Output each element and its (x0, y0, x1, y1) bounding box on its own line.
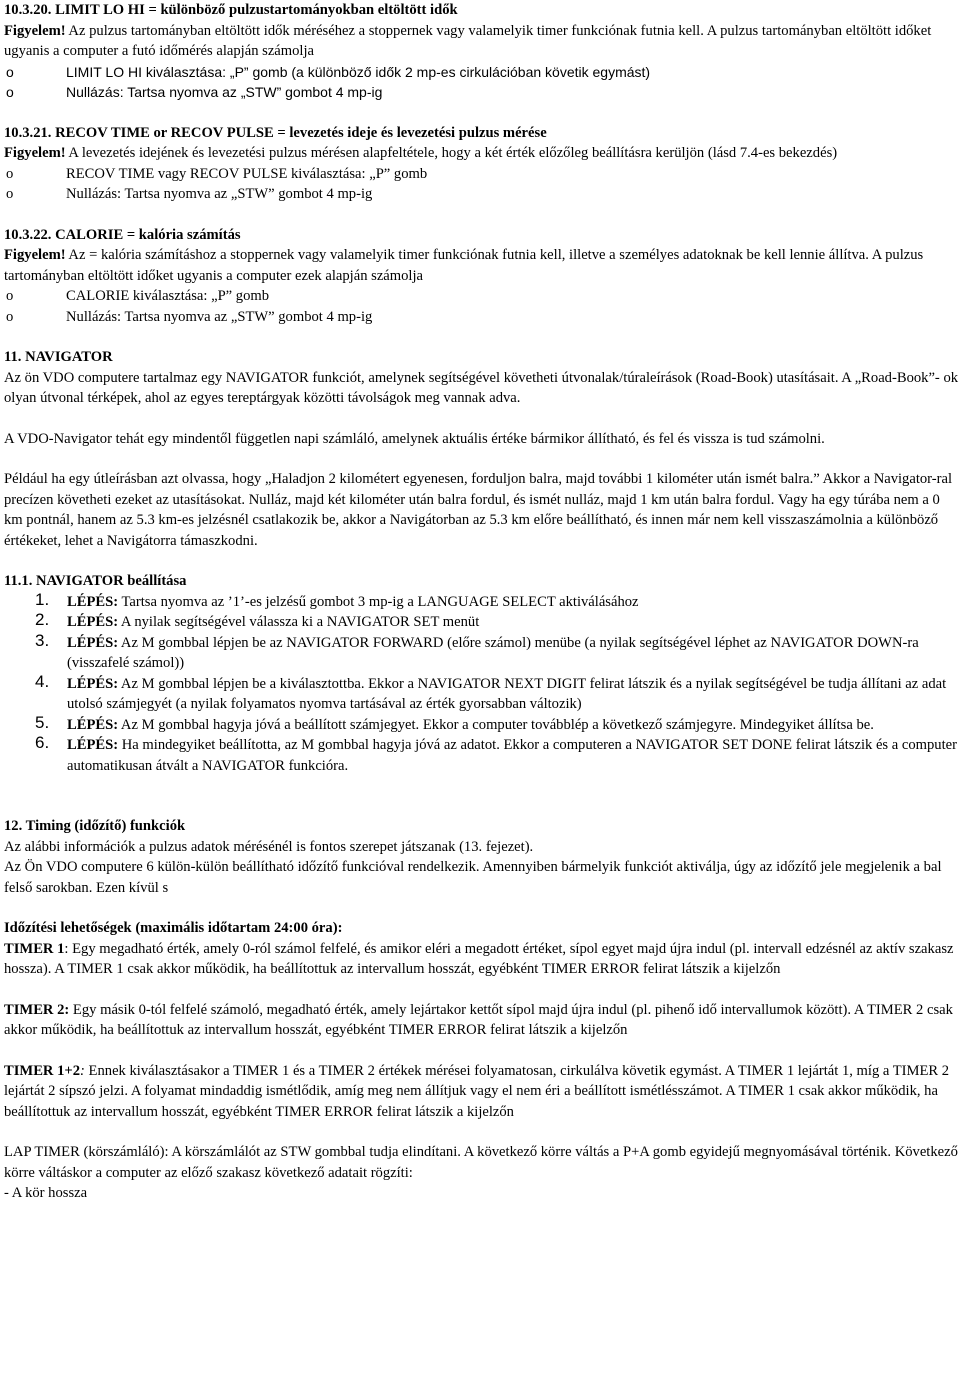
section-paragraph: Például ha egy útleírásban azt olvassa, hogy „Haladjon 2 kilométert egyenesen, forduljon balra, majd további 1 kilométer után ismét balra.” Akkor a Navigator-ral precízen követheti ezeket az utasításokat. Nulláz, majd két kilométer után balra fordul, és ismét nulláz, majd 1 km után balra fordul. Vagy ha egy túrába nem a 0 km pontnál, hanem az 5.3 km-es jelzésnél csatlakozik be, akkor a Navigátorban az 5.3 km előre beállítható, és innen már nem kell visszaszámolnia a különböző értékeket, lehet a Navigátorra támaszkodni. (4, 471, 953, 549)
section-heading-11-1: 11.1. NAVIGATOR beállítása (4, 573, 187, 589)
step-number: 6. (35, 733, 50, 752)
step-number: 4. (35, 671, 50, 691)
list-item: o RECOV TIME vagy RECOV PULSE kiválasztása: „P” gomb (4, 164, 960, 185)
section-paragraph: Figyelem! A levezetés idejének és levezetési pulzus mérésen alapfeltétele, hogy a két érték előzőleg beállításra kerüljön (lásd 7.4-es bekezdés) (4, 145, 838, 161)
section-paragraph: A VDO-Navigator tehát egy mindentől független napi számláló, amelynek aktuális értéke bármikor állítható, és fel és vissza is tud számolni. (4, 430, 825, 447)
bullet-marker: o (6, 63, 14, 80)
lap-item: - A kör hossza (4, 1185, 88, 1201)
section-paragraph: Az Ön VDO computere 6 külön-külön beállítható időzítő funkcióval rendelkezik. Amennyiben bármelyik funkciót aktiválja, úgy az időzítő jele megjelenik a bal felső sarokban. Ezen kívül s (4, 859, 942, 896)
section-paragraph: Az ön VDO computere tartalmaz egy NAVIGATOR funkciót, amelynek segítségével követheti útvonalak/túraleírások (Road-Book) utasításait. A „Road-Book”- ok olyan útvonal térképek, ahol az egyes tereptárgyak közötti távolságok meg vannak adva. (4, 369, 959, 406)
timer12-paragraph: TIMER 1+2: Ennek kiválasztásakor a TIMER 1 és a TIMER 2 értékek mérései folyamatosan, cirkulálva követik egymást. A TIMER 1 lejártát 1, míg a TIMER 2 lejártát 2 sípszó jelzi. A folyamat mindaddig ismétlődik, amíg meg nem állítjuk vagy el nem éri a beállított ismétlésszámot. A TIMER 1 csak akkor működik, ha beállítottuk az intervallum hosszát, egyébként TIMER ERROR felirat látszik a kijelzőn (4, 1062, 950, 1120)
list-item: o Nullázás: Tartsa nyomva az „STW” gombot 4 mp-ig (4, 184, 960, 205)
step-item: 2. LÉPÉS: A nyilak segítségével válassza ki a NAVIGATOR SET menüt (35, 610, 480, 630)
step-number: 3. (35, 630, 50, 650)
section-heading-10-3-20: 10.3.20. LIMIT LO HI = különböző pulzustartományokban eltöltött idők (4, 2, 458, 18)
section-heading-10-3-21: 10.3.21. RECOV TIME or RECOV PULSE = levezetés ideje és levezetési pulzus mérése (4, 124, 547, 141)
bullet-marker: o (6, 186, 14, 202)
document-page (4, 0, 960, 1204)
section-paragraph: Az alábbi információk a pulzus adatok mérésénél is fontos szerepet játszanak (13. fejezet). (4, 838, 534, 855)
section-heading-10-3-22: 10.3.22. CALORIE = kalória számítás (4, 226, 241, 243)
step-number: 5. (35, 712, 50, 732)
timer1-paragraph: TIMER 1: Egy megadható érték, amely 0-ról számol felfelé, és amikor eléri a megadott értéket, sípol egyet majd újra indul (pl. intervall edzésnél az aktív szakasz hossza). A TIMER 1 csak akkor működik, ha beállítottuk az intervallum hosszát, egyébként TIMER ERROR felirat látszik a kijelzőn (4, 940, 954, 977)
step-item: 1. LÉPÉS: Tartsa nyomva az ’1’-es jelzésű gombot 3 mp-ig a LANGUAGE SELECT aktiválásához (35, 589, 639, 610)
section-paragraph: Figyelem! Az pulzus tartományban eltöltött idők méréséhez a stoppernek vagy valamelyik timer funkciónak futnia kell. A pulzus tartományban eltöltött időket ugyanis a computer a futó időmérés alapján számolja (4, 22, 932, 59)
list-item: o Nullázás: Tartsa nyomva az „STW” gombot 4 mp-ig (4, 82, 960, 103)
step-item: 6. LÉPÉS: Ha mindegyiket beállította, az M gombbal hagyja jóvá az adatot. Ekkor a computeren a NAVIGATOR SET DONE felirat látszik és a computer automatikusan átvált a NAVIGATOR funkcióra. (35, 733, 957, 774)
step-item: 5. LÉPÉS: Az M gombbal hagyja jóvá a beállított számjegyet. Ekkor a computer továbblép a következő számjegyre. Mindegyiket állítsa be. (35, 712, 874, 733)
list-item: o LIMIT LO HI kiválasztása: „P” gomb (a különböző idők 2 mp-es cirkulációban követik egymást) (4, 62, 960, 83)
list-item: o CALORIE kiválasztása: „P” gomb (4, 286, 960, 307)
timer2-paragraph: TIMER 2: Egy másik 0-tól felfelé számoló, megadható érték, amely lejártakor kettőt sípol majd újra indul (pl. pihenő idő intervallumok között). A TIMER 2 csak akkor működik, ha beállítottuk az intervallum hosszát, egyébként TIMER ERROR felirat látszik a kijelzőn (4, 1001, 953, 1038)
bullet-marker: o (6, 308, 14, 325)
step-number: 1. (35, 589, 50, 609)
list-item: o Nullázás: Tartsa nyomva az „STW” gombot 4 mp-ig (4, 307, 960, 328)
step-number: 2. (35, 610, 50, 629)
section-paragraph: Figyelem! Az = kalória számításhoz a stoppernek vagy valamelyik timer funkciónak futnia kell, illetve a személyes adatoknak be kell lennie állítva. A pulzus tartományban eltöltött időket ugyanis a computer ezek alapján számolja (4, 247, 924, 284)
sub-heading-timing-options: Időzítési lehetőségek (maximális időtartam 24:00 óra): (4, 920, 343, 936)
section-heading-12: 12. Timing (időzítő) funkciók (4, 818, 186, 834)
bullet-marker: o (6, 84, 14, 100)
bullet-marker: o (6, 165, 14, 182)
steps-list (4, 589, 960, 777)
bullet-marker: o (6, 288, 14, 304)
step-item: 4. LÉPÉS: Az M gombbal lépjen be a kiválasztottba. Ekkor a NAVIGATOR NEXT DIGIT felirat látszik és a nyilak segítségével be tudja állítani az adat utolsó számjegyét (a nyilak folyamatos nyomva tartásával az érték gyorsabban változik) (35, 671, 947, 712)
lap-timer-paragraph: LAP TIMER (körszámláló): A körszámlálót az STW gombbal tudja elindítani. A következő körre váltás a P+A gomb egyidejű megnyomásával történik. Következő körre váltáskor a computer az előző szakasz következő adatait rögzíti: (4, 1144, 958, 1181)
section-heading-11: 11. NAVIGATOR (4, 349, 113, 365)
step-item: 3. LÉPÉS: Az M gombbal lépjen be az NAVIGATOR FORWARD (előre számol) menübe (a nyilak segítségével léphet az NAVIGATOR DOWN-ra (visszafelé számol)) (35, 630, 919, 671)
